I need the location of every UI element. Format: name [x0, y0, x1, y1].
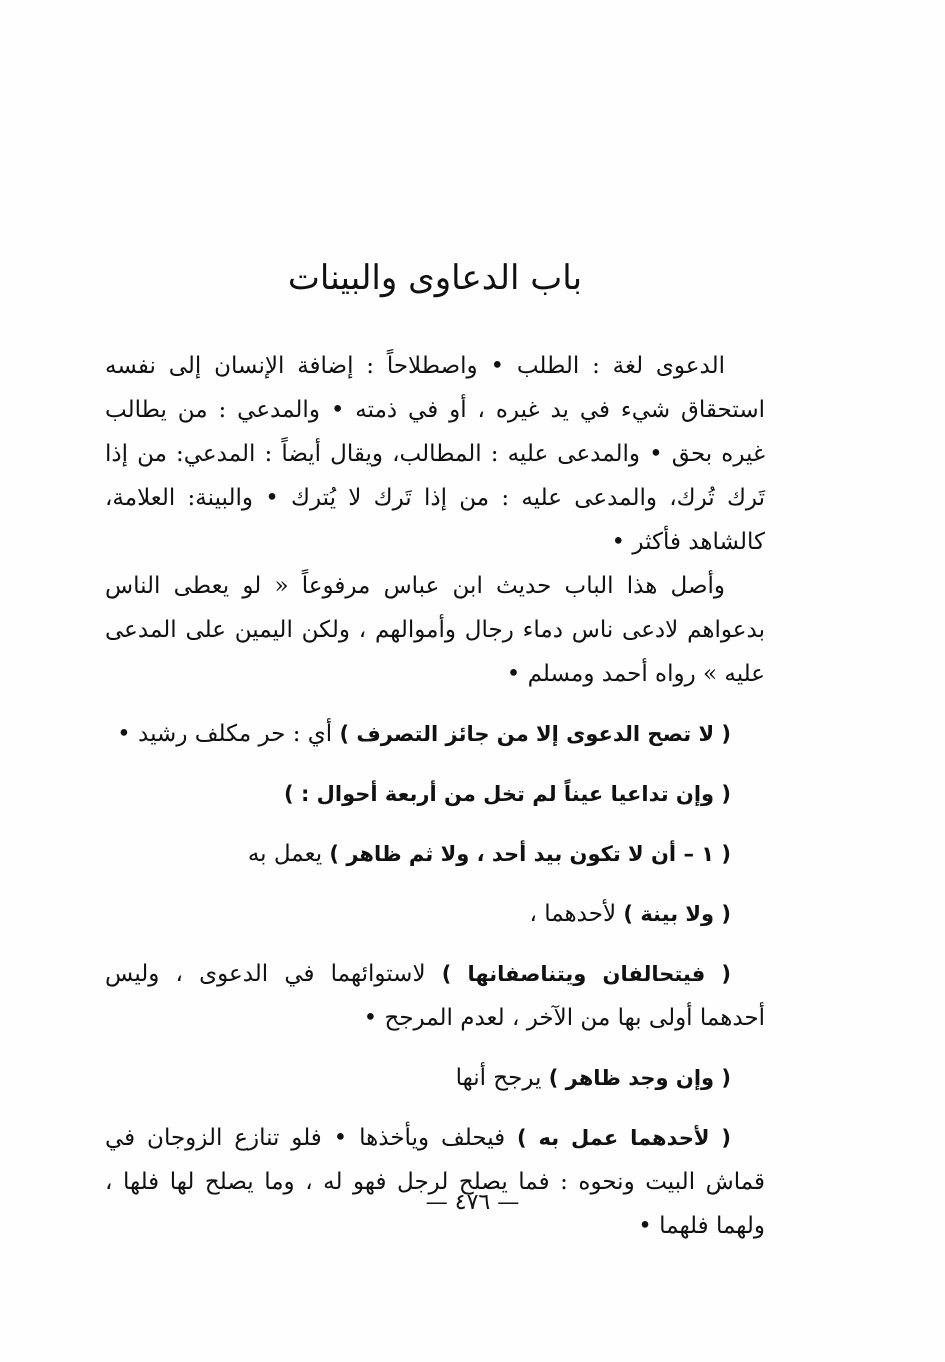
sharh-text: لاستوائهما في الدعوى ، وليس أحدهما أولى بها من الآخر ، لعدم المرجح •: [105, 961, 765, 1031]
rule-paragraph-7: [105, 1116, 765, 1248]
chapter-title: باب الدعاوى والبينات: [287, 258, 583, 298]
spacer: [105, 756, 765, 772]
spacer: [105, 936, 765, 952]
sharh-text: أي : حر مكلف رشيد •: [117, 721, 340, 747]
rule-paragraph-5: [105, 952, 765, 1040]
sharh-text: يرجح أنها: [455, 1065, 549, 1091]
intro-paragraph-1: الدعوى لغة : الطلب • واصطلاحاً : إضافة الإنسان إلى نفسه استحقاق شيء في يد غيره ، أو في ذمته • والمدعي : من يطالب غيره بحق • والمدعى عليه : المطالب، ويقال أيضاً : المدعي: من إذا تَرك تُرك، والمدعى عليه : من إذا تَرك لا يُترك • والبينة: العلامة، كالشاهد فأكثر •: [105, 353, 765, 555]
intro-paragraph-2: وأصل هذا الباب حديث ابن عباس مرفوعاً « لو يعطى الناس بدعواهم لادعى ناس دماء رجال وأموالهم ، ولكن اليمين على المدعى عليه » رواه أحمد ومسلم •: [105, 573, 765, 687]
sharh-text: لأحدهما ،: [529, 901, 624, 927]
matn-text: ( وإن تداعيا عيناً لم تخل من أربعة أحوال : ): [284, 782, 731, 806]
matn-text: ( لأحدهما عمل به ): [517, 1126, 731, 1150]
spacer: [105, 1040, 765, 1056]
rule-paragraph-6: [105, 1056, 765, 1100]
spacer: [105, 696, 765, 712]
spacer: [105, 1100, 765, 1116]
rule-paragraph-4: [105, 892, 765, 936]
matn-text: ( ولا بينة ): [623, 902, 731, 926]
matn-text: ( لا تصح الدعوى إلا من جائز التصرف ): [339, 722, 731, 746]
rule-paragraph-2: [105, 772, 765, 816]
sharh-text: فيحلف ويأخذها • فلو تنازع الزوجان في قماش البيت ونحوه : فما يصلح لرجل فهو له ، وما يصلح لها فلها ، ولهما فلهما •: [105, 1125, 765, 1239]
matn-text: ( ١ – أن لا تكون بيد أحد ، ولا ثم ظاهر ): [329, 842, 731, 866]
rule-paragraph-1: [105, 712, 765, 756]
sharh-text: يعمل به: [247, 841, 330, 867]
matn-text: ( فيتحالفان ويتناصفانها ): [441, 962, 731, 986]
page-content: [105, 250, 765, 1248]
matn-text: ( وإن وجد ظاهر ): [548, 1066, 731, 1090]
spacer: [105, 876, 765, 892]
rule-paragraph-3: [105, 832, 765, 876]
page-number: — ٤٧٦ —: [425, 1190, 520, 1215]
spacer: [105, 816, 765, 832]
